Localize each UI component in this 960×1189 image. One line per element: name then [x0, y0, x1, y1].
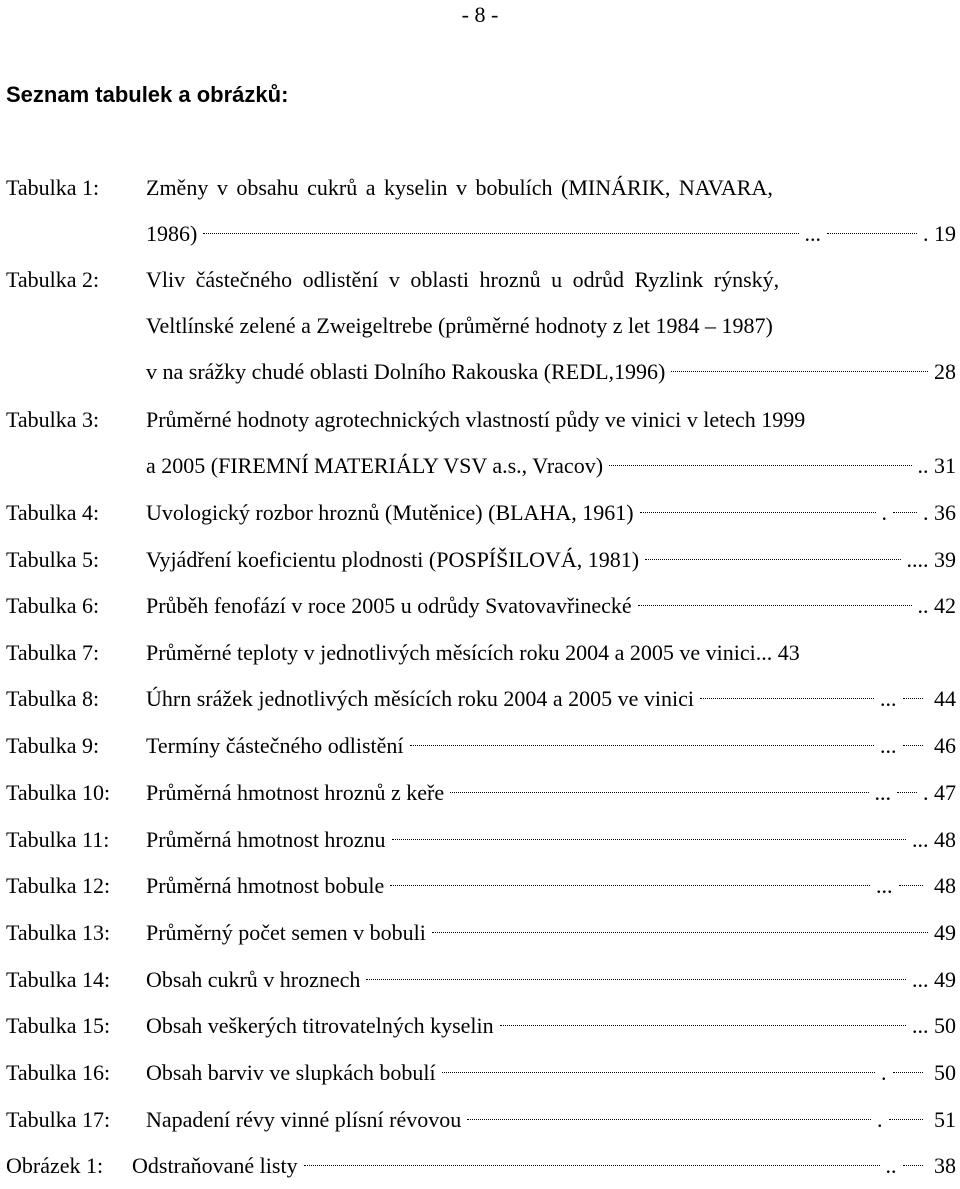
entry-title-line: Vliv částečného odlistění v oblasti hroznů u odrůd Ryzlink rýnský,	[146, 267, 780, 292]
entry-title: Uvologický rozbor hroznů (Mutěnice) (BLAHA, 1961)	[146, 500, 634, 525]
entry-title: Termíny částečného odlistění	[146, 733, 404, 758]
dot-leader	[392, 839, 906, 840]
entry-suffix: .	[881, 500, 887, 525]
toc-entry-tabulka-14[interactable]	[6, 957, 956, 1003]
entry-page-number: . 19	[923, 221, 956, 246]
dot-leader	[827, 233, 917, 234]
dot-leader	[893, 512, 917, 513]
dot-leader	[640, 512, 876, 513]
toc-entry-tabulka-1[interactable]	[6, 165, 956, 257]
entry-label: Tabulka 13:	[6, 920, 111, 945]
entry-label: Tabulka 9:	[6, 733, 100, 758]
entry-title-line: Veltlínské zelené a Zweigeltrebe (průměrné hodnoty z let 1984 – 1987)	[146, 313, 773, 338]
toc-entry-tabulka-8[interactable]	[6, 676, 956, 722]
entry-title: Průměrný počet semen v bobuli	[146, 920, 426, 945]
page-title: Seznam tabulek a obrázků:	[6, 82, 289, 107]
dot-leader	[500, 1025, 906, 1026]
entry-page-number: 48	[934, 873, 956, 898]
toc-entry-obrazek-1[interactable]	[6, 1143, 956, 1189]
entry-title-line: 1986)	[146, 221, 198, 246]
entry-label: Tabulka 15:	[6, 1013, 111, 1038]
entry-page-number: . 36	[923, 500, 956, 525]
entry-label: Tabulka 8:	[6, 686, 100, 711]
entry-suffix: ..	[912, 967, 923, 992]
entry-suffix: ...	[804, 221, 821, 246]
toc-entry-tabulka-9[interactable]	[6, 723, 956, 769]
entry-page-number: 48	[934, 827, 956, 852]
entry-suffix: ...	[912, 827, 929, 852]
entry-label: Tabulka 11:	[6, 827, 110, 852]
entry-suffix: ...	[876, 873, 893, 898]
toc-entry-tabulka-11[interactable]	[6, 817, 956, 863]
entry-suffix: ..	[917, 593, 929, 618]
dot-leader	[442, 1072, 875, 1073]
dot-leader	[410, 745, 875, 746]
entry-title: Průměrná hmotnost hroznu	[146, 827, 386, 852]
dot-leader	[899, 885, 923, 886]
entry-page-number: . 47	[923, 780, 956, 805]
entry-page-number: 50	[934, 1013, 956, 1038]
toc-entry-tabulka-2[interactable]	[6, 257, 956, 395]
entry-title: Úhrn srážek jednotlivých měsících roku 2004 a 2005 ve vinici	[146, 686, 695, 711]
entry-label: Tabulka 6:	[6, 593, 100, 618]
entry-page-number: 49	[934, 920, 956, 945]
dot-leader	[366, 979, 906, 980]
entry-title: Průměrná hmotnost hroznů z keře	[146, 780, 445, 805]
toc-entry-tabulka-15[interactable]	[6, 1003, 956, 1049]
entry-page-number: . 39	[923, 547, 956, 572]
entry-title: Průměrná hmotnost bobule	[146, 873, 385, 898]
dot-leader	[638, 605, 912, 606]
toc-entry-tabulka-4[interactable]	[6, 490, 956, 536]
dot-leader	[671, 371, 928, 372]
toc-entry-tabulka-7[interactable]	[6, 630, 956, 676]
entry-suffix: ..	[885, 1153, 897, 1178]
entry-page-number: . 49	[923, 967, 956, 992]
entry-suffix: ...	[874, 780, 891, 805]
entry-page-number: 28	[934, 359, 956, 384]
toc-entry-tabulka-6[interactable]	[6, 583, 956, 629]
entry-title: Obsah barviv ve slupkách bobulí	[146, 1060, 436, 1085]
entry-label: Tabulka 7:	[6, 640, 100, 665]
dot-leader	[897, 792, 917, 793]
entry-title: Vyjádření koeficientu plodnosti (POSPÍŠILOVÁ, 1981)	[146, 547, 640, 572]
entry-page-number: 51	[934, 1107, 956, 1132]
toc-entry-tabulka-5[interactable]	[6, 537, 956, 583]
dot-leader	[304, 1165, 880, 1166]
page-number: - 8 -	[461, 2, 499, 27]
dot-leader	[203, 233, 798, 234]
dot-leader	[903, 698, 923, 699]
dot-leader	[893, 1072, 923, 1073]
entry-label: Obrázek 1:	[6, 1153, 104, 1178]
entry-suffix: .	[881, 1060, 887, 1085]
entry-title-line: Průměrné hodnoty agrotechnických vlastností půdy ve vinici v letech 1999	[146, 407, 806, 432]
entry-title: Obsah veškerých titrovatelných kyselin	[146, 1013, 494, 1038]
entry-suffix: ...	[880, 686, 897, 711]
toc-entry-tabulka-3[interactable]	[6, 397, 956, 489]
entry-suffix: ..	[917, 453, 929, 478]
toc-entry-tabulka-10[interactable]	[6, 770, 956, 816]
dot-leader	[450, 792, 868, 793]
dot-leader	[700, 698, 874, 699]
entry-label: Tabulka 4:	[6, 500, 100, 525]
entry-title: Napadení révy vinné plísní révovou	[146, 1107, 462, 1132]
dot-leader	[645, 559, 900, 560]
entry-label: Tabulka 1:	[6, 175, 100, 200]
dot-leader	[903, 1165, 923, 1166]
entry-suffix: ...	[755, 640, 773, 665]
entry-page-number: 38	[934, 1153, 956, 1178]
toc-entry-tabulka-16[interactable]	[6, 1050, 956, 1096]
entry-label: Tabulka 16:	[6, 1060, 111, 1085]
entry-suffix: .	[877, 1107, 883, 1132]
entry-title: Obsah cukrů v hroznech	[146, 967, 361, 992]
entry-title: Průměrné teploty v jednotlivých měsících roku 2004 a 2005 ve vinici	[146, 640, 756, 665]
entry-label: Tabulka 2:	[6, 267, 100, 292]
entry-title: Odstraňované listy	[132, 1153, 298, 1178]
toc-entry-tabulka-12[interactable]	[6, 863, 956, 909]
dot-leader	[467, 1119, 871, 1120]
toc-entry-tabulka-13[interactable]	[6, 910, 956, 956]
entry-page-number: 43	[777, 640, 800, 665]
entry-page-number: 31	[934, 453, 956, 478]
entry-suffix: ...	[912, 1013, 929, 1038]
toc-entry-tabulka-17[interactable]	[6, 1097, 956, 1143]
entry-label: Tabulka 14:	[6, 967, 111, 992]
entry-title-line: v na srážky chudé oblasti Dolního Rakouska (REDL,1996)	[146, 359, 666, 384]
entry-suffix: ...	[906, 547, 923, 572]
entry-label: Tabulka 17:	[6, 1107, 111, 1132]
dot-leader	[903, 745, 923, 746]
dot-leader	[390, 885, 870, 886]
entry-title: Průběh fenofází v roce 2005 u odrůdy Svatovavřinecké	[146, 593, 632, 618]
entry-page-number: 46	[934, 733, 956, 758]
entry-label: Tabulka 5:	[6, 547, 100, 572]
dot-leader	[432, 932, 928, 933]
entry-label: Tabulka 3:	[6, 407, 100, 432]
entry-page-number: 42	[934, 593, 956, 618]
entry-suffix: ...	[880, 733, 897, 758]
entry-page-number: 44	[934, 686, 956, 711]
entry-label: Tabulka 10:	[6, 780, 111, 805]
entry-page-number: 50	[934, 1060, 956, 1085]
dot-leader	[889, 1119, 923, 1120]
entry-label: Tabulka 12:	[6, 873, 111, 898]
dot-leader	[609, 465, 911, 466]
entry-title-line: Změny v obsahu cukrů a kyselin v bobulích (MINÁRIK, NAVARA,	[146, 175, 773, 200]
entry-title-line: a 2005 (FIREMNÍ MATERIÁLY VSV a.s., Vracov)	[146, 453, 604, 478]
